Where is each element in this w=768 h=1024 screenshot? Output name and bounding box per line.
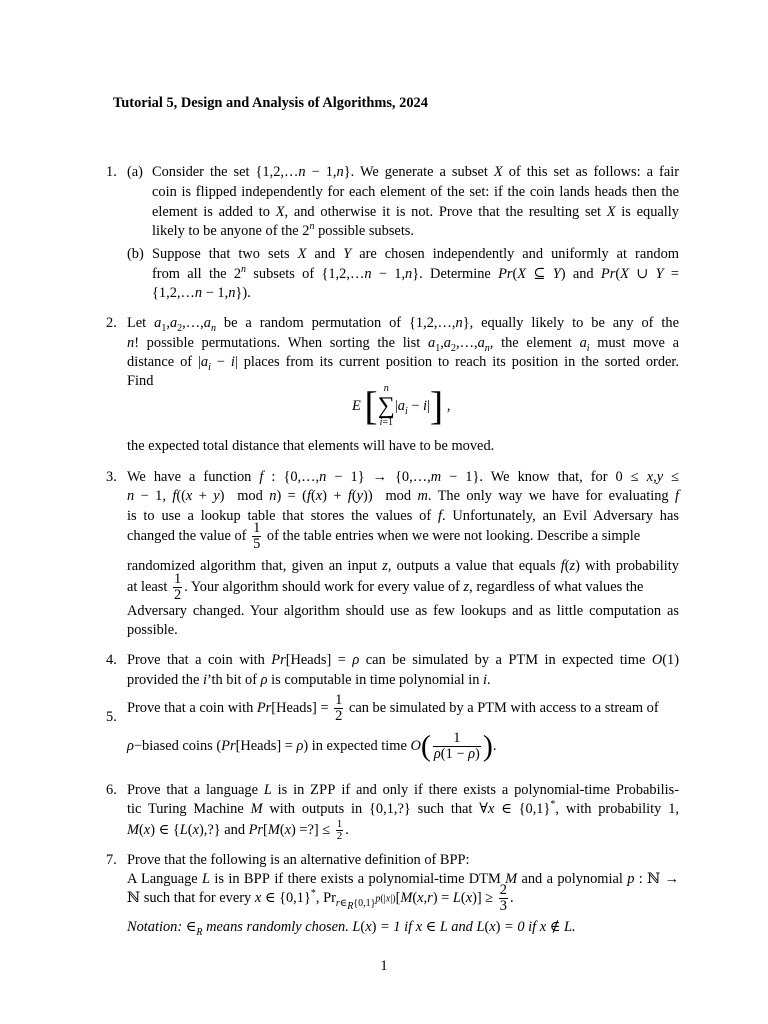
text-line: ℕ such that for every x ∈ {0,1}*, $Pr_{r\in_R\{0,1\}^{p(|x|)}}[M(x,r) = L(x)]$ ≥ $\frac{2}{3}$ . [127,882,514,914]
question-number: 7. [106,852,117,868]
text-line: tic Turing Machine M with outputs in {0,1,?} such that ∀x ∈ {0,1}*, with probability 1, [127,799,679,817]
text-line: coin is flipped independently for each element of the set: if the coin lands heads then the [152,184,679,200]
text-line: n! possible permutations. When sorting the list $a_1,a_2,\dots,a_n$, the element $a_i$ must move a [127,335,679,354]
text-line: provided the i’th bit of ρ is computable in time polynomial in i. [127,672,491,688]
text-line: Find [127,373,154,389]
fraction-one-half: $\frac{1}{2}$ [336,818,343,842]
text-line: ρ−biased coins (Pr[Heads] = ρ) in expected time O( $\frac{1}{\rho(1 - \rho)}$ ). [127,729,497,763]
text-line: Prove that a language L is in ZPP if and only if there exists a polynomial-time Probabilis- [127,782,679,798]
question-number: 6. [106,782,117,798]
fraction-one-half: $\frac{1}{2}$ [173,571,182,603]
text-line: Suppose that two sets X and Y are chosen independently and uniformly at random [152,246,680,262]
text-line: Prove that the following is an alternative definition of BPP: [127,852,470,868]
text-line: from all the 2$^n$ subsets of {1,2,…n − 1,n}. Determine Pr(X ⊆ Y) and Pr(X ∪ Y = [152,264,679,282]
text-line: distance of $|a_i - i|$ places from its current position to reach its position in the sorted order. [127,354,679,373]
notation-line: Notation: $\in_R$ means randomly chosen. L(x) = 1 if x ∈ L and L(x) = 0 if x ∉ L. [127,919,576,938]
question-number: 1. [106,164,117,180]
fraction-expected-time: $\frac{1}{\rho(1 - \rho)}$ [433,730,480,762]
question-number: 2. [106,315,117,331]
part-label: (b) [127,246,144,262]
part-label: (a) [127,164,143,180]
text-line: randomized algorithm that, given an input z, outputs a value that equals f(z) with probability [127,558,679,574]
text-line: element is added to X, and otherwise it is not. Prove that the resulting set X is equally [152,204,680,220]
document-title: Tutorial 5, Design and Analysis of Algorithms, 2024 [113,95,428,111]
fraction-two-thirds: $\frac{2}{3}$ [499,882,507,914]
text-line: at least $\frac{1}{2}$ . Your algorithm should work for every value of z, regardless of what values the [127,571,644,603]
text-line: We have a function f : {0,…,n − 1} → {0,…,m − 1}. We know that, for 0 ≤ x,y ≤ [127,469,679,485]
text-line: Consider the set {1,2,…n − 1,n}. We generate a subset X of this set as follows: a fair [152,164,680,180]
text-line: A Language L is in BPP if there exists a polynomial-time DTM M and a polynomial p : ℕ → [127,871,679,887]
question-number: 3. [106,469,117,485]
equation: E [ n ∑ i=1 $|a_i - i|$] , [352,383,451,428]
text-line: the expected total distance that elements will have to be moved. [127,438,495,454]
text-line: n − 1, f((x + y) mod n) = (f(x) + f(y)) mod m. The only way we have for evaluating f [127,488,680,504]
question-number: 4. [106,652,117,668]
text-line: Prove that a coin with Pr[Heads] = ρ can be simulated by a PTM in expected time O(1) [127,652,679,668]
text-line: is to use a lookup table that stores the values of f. Unfortunately, an Evil Adversary has [127,508,679,524]
page-number: 1 [380,958,388,974]
text-line: Adversary changed. Your algorithm should use as few lookups and as little computation as [127,603,679,619]
text-line: Let $a_1,a_2,\dots,a_n$ be a random permutation of {1,2,…,n}, equally likely to be any of the [127,315,679,334]
text-line: {1,2,…n − 1,n}). [152,285,251,301]
fraction-one-fifth: $\frac{1}{5}$ [253,520,261,552]
fraction-one-half: $\frac{1}{2}$ [335,692,343,724]
text-line: possible. [127,622,178,638]
text-line: likely to be anyone of the 2$^n$ possible subsets. [152,221,415,239]
text-line: M(x) ∈ {L(x),?} and Pr[M(x) =?] ≤ $\frac{1}{2}$ . [127,818,349,842]
text-line: changed the value of $\frac{1}{5}$ of the table entries when we were not looking. Describe a simple [127,520,641,552]
question-number: 5. [106,709,117,725]
text-line: Prove that a coin with Pr[Heads] = $\frac{1}{2}$ can be simulated by a PTM with access to a stream of [127,692,659,724]
